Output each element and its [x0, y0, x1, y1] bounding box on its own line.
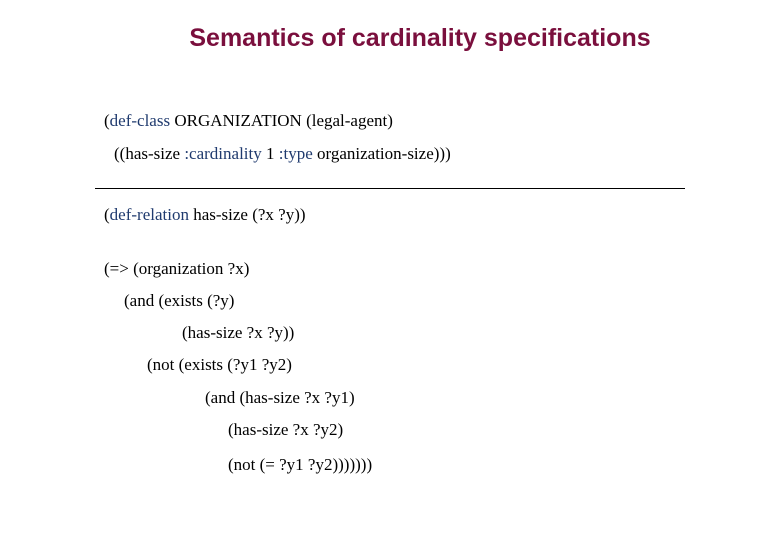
def-relation-keyword: def-relation — [109, 205, 189, 224]
def-class-keyword: def-class — [109, 111, 171, 130]
axiom-line-5: (and (has-size ?x ?y1) — [205, 388, 355, 407]
slide-title: Semantics of cardinality specifications — [189, 24, 651, 52]
type-keyword: :type — [278, 144, 313, 163]
slot-prefix: ((has-size — [114, 144, 185, 163]
axiom-line-2: (and (exists (?y) — [124, 291, 235, 310]
slot-middle: 1 — [261, 144, 279, 163]
axiom-line-4: (not (exists (?y1 ?y2) — [147, 355, 292, 374]
slot-rest: organization-size))) — [312, 144, 451, 163]
axiom-line-7: (not (= ?y1 ?y2))))))) — [228, 455, 373, 474]
axiom-line-6: (has-size ?x ?y2) — [228, 420, 344, 439]
def-class-line — [104, 111, 393, 131]
axiom-line-3: (has-size ?x ?y)) — [182, 323, 295, 342]
def-class-rest: ORGANIZATION (legal-agent) — [170, 111, 393, 130]
slot-spec-line — [114, 144, 451, 164]
relation-open-paren: ( — [104, 205, 110, 224]
axiom-line-1: (=> (organization ?x) — [104, 259, 250, 278]
def-relation-rest: has-size (?x ?y)) — [188, 205, 306, 224]
section-divider — [95, 188, 685, 189]
cardinality-keyword: :cardinality — [184, 144, 262, 163]
def-relation-line — [104, 205, 306, 225]
open-paren: ( — [104, 111, 110, 130]
